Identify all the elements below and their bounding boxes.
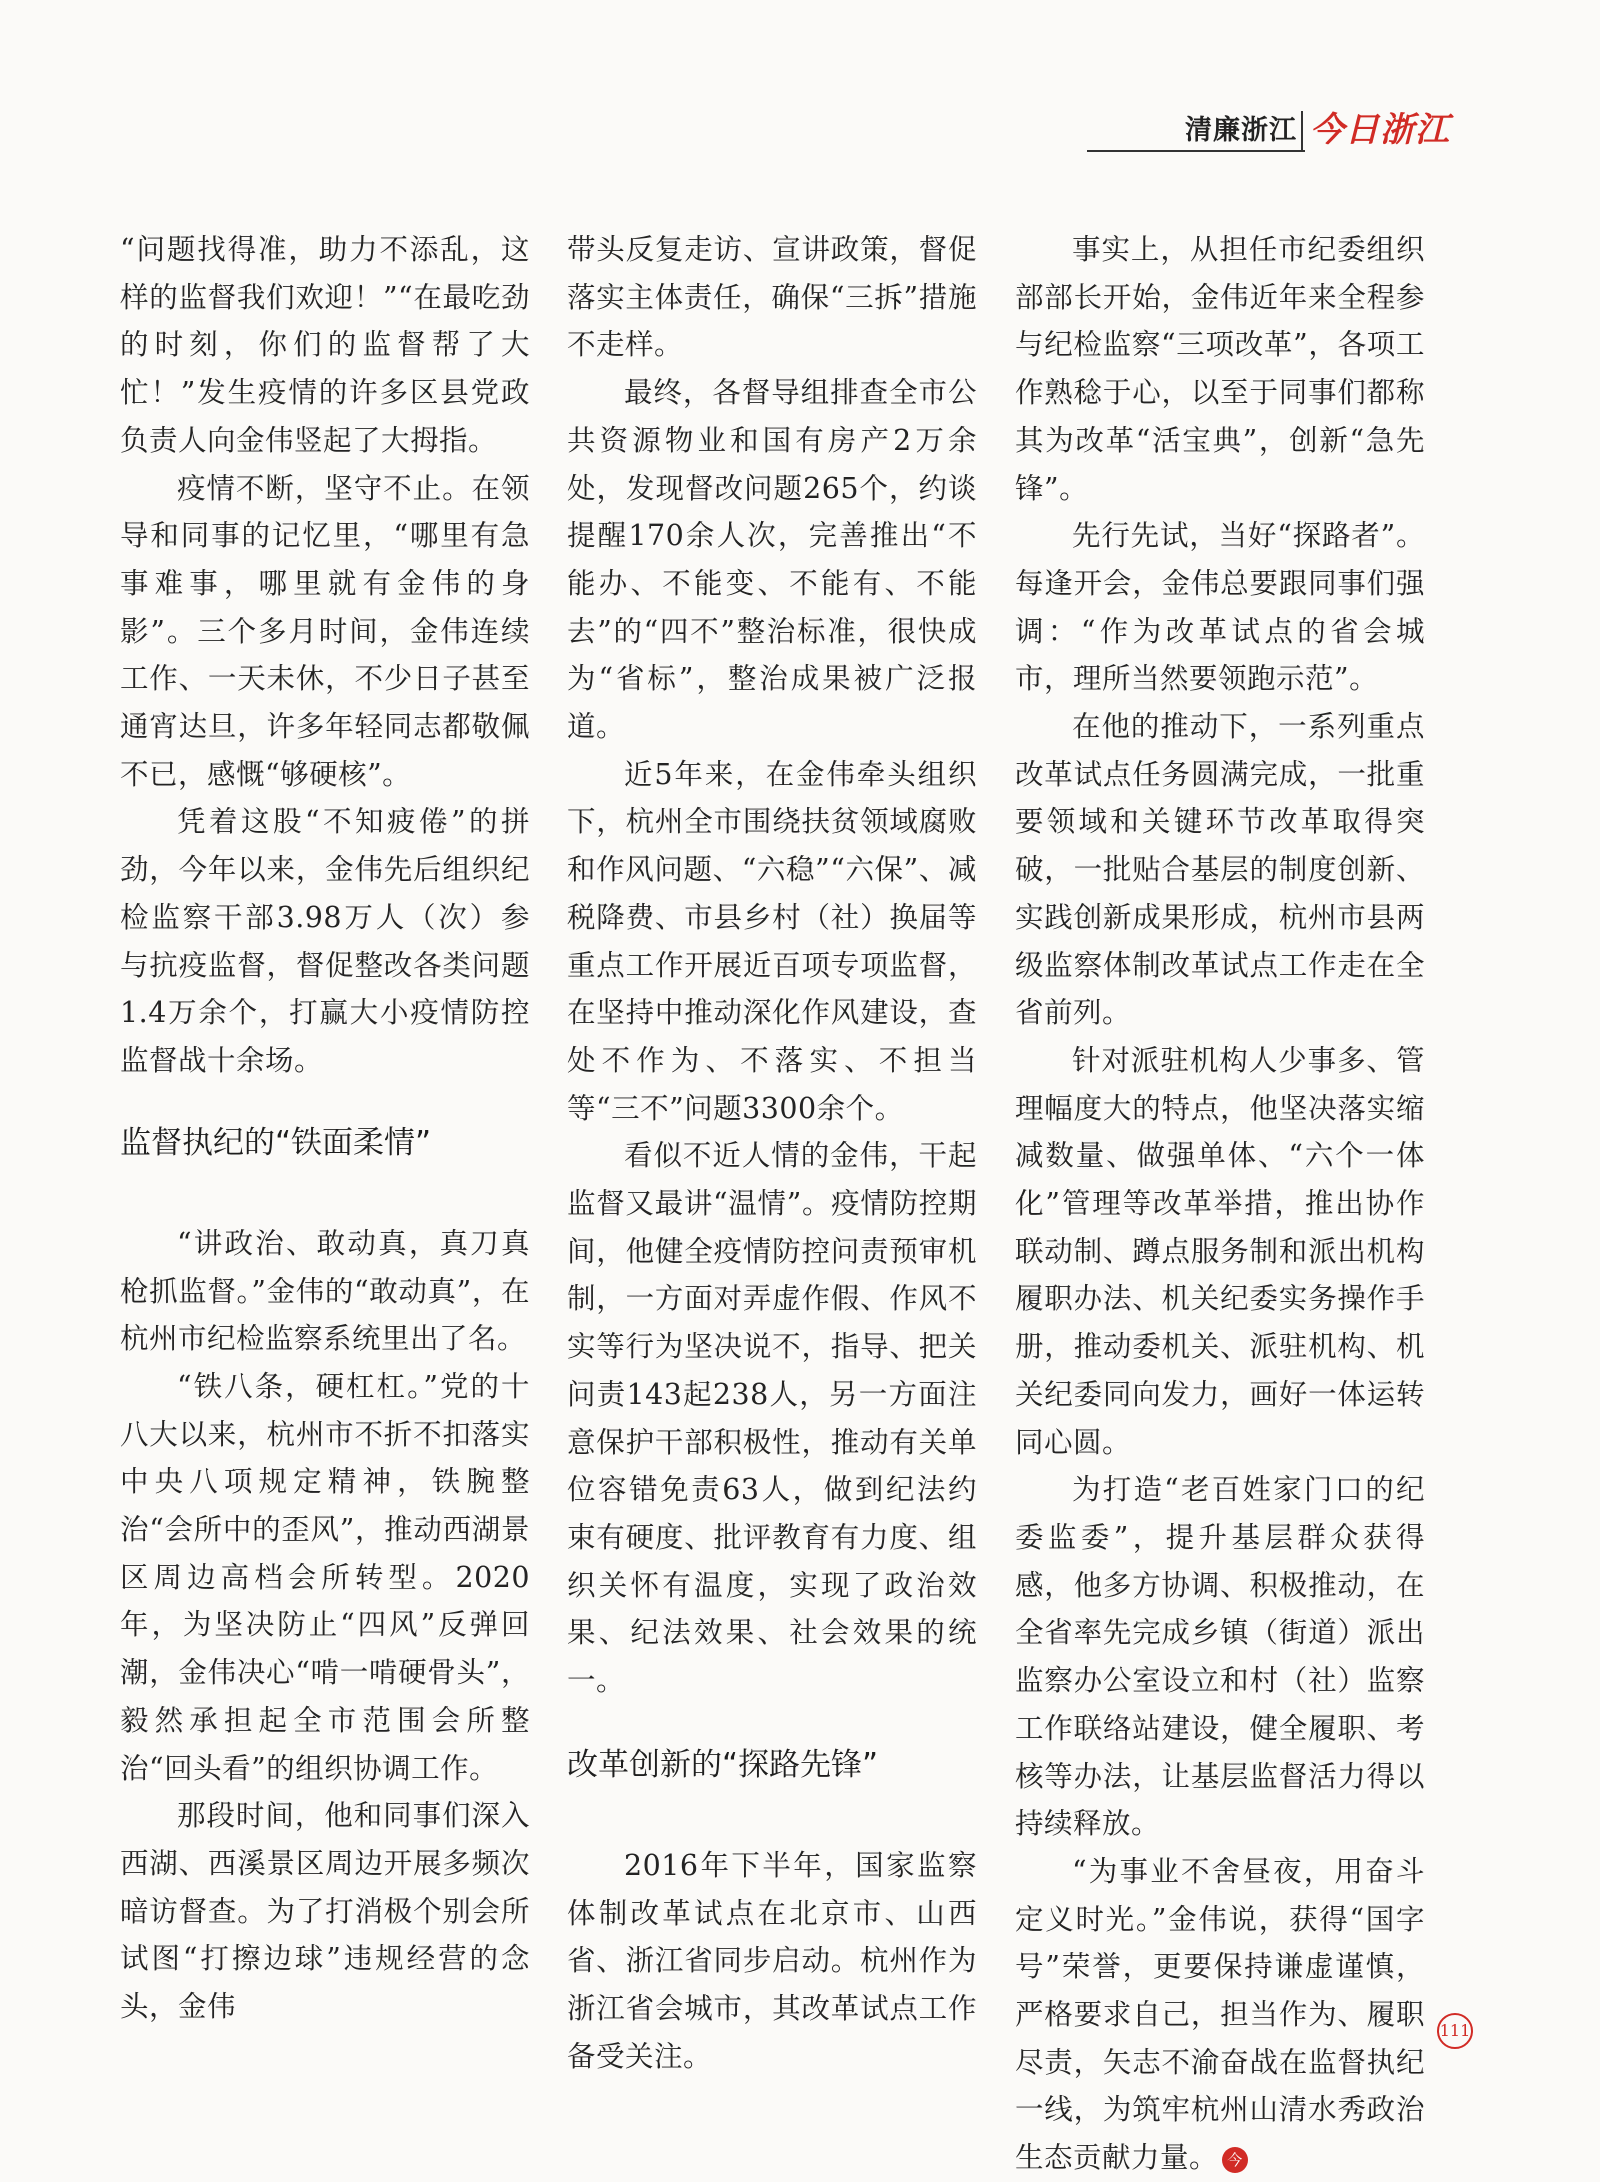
header-separator [1301, 111, 1303, 151]
paragraph: 最终，各督导组排查全市公共资源物业和国有房产2万余处，发现督改问题265个，约谈提醒170余人次，完善推出“不能办、不能变、不能有、不能去”的“四不”整治标准，很快成为“省标”，整治成果被广泛报道。 [567, 376, 977, 744]
paragraph: 看似不近人情的金伟，干起监督又最讲“温情”。疫情防控期间，他健全疫情防控问责预审机制，一方面对弄虚作假、作风不实等行为坚决说不，指导、把关问责143起238人，另一方面注意保护干部积极性，推动有关单位容错免责63人，做到纪法约束有硬度、批评教育有力度、组织关怀有温度，实现了政治效果、纪法效果、社会效果的统一。 [567, 1139, 977, 1698]
paragraph: 在他的推动下，一系列重点改革试点任务圆满完成，一批重要领域和关键环节改革取得突破，一批贴合基层的制度创新、实践创新成果形成，杭州市县两级监察体制改革试点工作走在全省前列。 [1015, 710, 1425, 1030]
final-paragraph [1015, 1848, 1425, 2182]
section-heading: 监督执纪的“铁面柔情” [120, 1124, 432, 1161]
paragraph: 事实上，从担任市纪委组织部部长开始，金伟近年来全程参与纪检监察“三项改革”，各项工作熟稔于心，以至于同事们都称其为改革“活宝典”，创新“急先锋”。 [1015, 233, 1425, 505]
paragraph: “讲政治、敢动真，真刀真枪抓监督。”金伟的“敢动真”，在杭州市纪检监察系统里出了名。 [120, 1226, 530, 1356]
paragraph: 针对派驻机构人少事多、管理幅度大的特点，他坚决落实缩减数量、做强单体、“六个一体化”管理等改革举措，推出协作联动制、蹲点服务制和派出机构履职办法、机关纪委实务操作手册，推动委机关、派驻机构、机关纪委同向发力，画好一体运转同心圆。 [1015, 1043, 1425, 1459]
article-column-1 [120, 226, 530, 2031]
paragraph: 带头反复走访、宣讲政策，督促落实主体责任，确保“三拆”措施不走样。 [567, 233, 977, 362]
paragraph: 为打造“老百姓家门口的纪委监委”，提升基层群众获得感，他多方协调、积极推动，在全省率先完成乡镇（街道）派出监察办公室设立和村（社）监察工作联络站建设，健全履职、考核等办法，让基层监督活力得以持续释放。 [1015, 1473, 1425, 1841]
header-rule [1087, 150, 1305, 152]
paragraph: “铁八条，硬杠杠。”党的十八大以来，杭州市不折不扣落实中央八项规定精神，铁腕整治“会所中的歪风”，推动西湖景区周边高档会所转型。2020年，为坚决防止“四风”反弹回潮，金伟决心“啃一啃硬骨头”，毅然承担起全市范围会所整治“回头看”的组织协调工作。 [120, 1369, 530, 1785]
paragraph: “问题找得准，助力不添乱，这样的监督我们欢迎！”“在最吃劲的时刻，你们的监督帮了大忙！”发生疫情的许多区县党政负责人向金伟竖起了大拇指。 [120, 233, 530, 457]
header-brand-logo: 今日浙江 [1310, 110, 1450, 150]
paragraph: 先行先试，当好“探路者”。每逢开会，金伟总要跟同事们强调：“作为改革试点的省会城市，理所当然要领跑示范”。 [1015, 519, 1425, 696]
paragraph: 疫情不断，坚守不止。在领导和同事的记忆里，“哪里有急事难事，哪里就有金伟的身影”。三个多月时间，金伟连续工作、一天未休，不少日子甚至通宵达旦，许多年轻同志都敬佩不已，感慨“够硬核”。 [120, 471, 530, 791]
page-number: 111 [1437, 2013, 1473, 2049]
section-heading: 改革创新的“探路先锋” [567, 1746, 879, 1783]
paragraph: 凭着这股“不知疲倦”的拼劲，今年以来，金伟先后组织纪检监察干部3.98万人（次）参与抗疫监督，督促整改各类问题1.4万余个，打赢大小疫情防控监督战十余场。 [120, 805, 530, 1077]
header-section-title: 清廉浙江 [1185, 115, 1297, 146]
end-mark-icon: 今 [1222, 2147, 1248, 2173]
paragraph-text: “为事业不舍昼夜，用奋斗定义时光。”金伟说，获得“国字号”荣誉，更要保持谦虚谨慎，严格要求自己，担当作为、履职尽责，矢志不渝奋战在监督执纪一线，为筑牢杭州山清水秀政治生态贡献力量。 [1015, 1854, 1425, 2175]
article-column-2 [567, 226, 977, 2081]
article-column-3 [1015, 226, 1425, 2182]
paragraph: 那段时间，他和同事们深入西湖、西溪景区周边开展多频次暗访督查。为了打消极个别会所试图“打擦边球”违规经营的念头，金伟 [120, 1799, 530, 2024]
paragraph: 2016年下半年，国家监察体制改革试点在北京市、山西省、浙江省同步启动。杭州作为浙江省会城市，其改革试点工作备受关注。 [567, 1848, 977, 2073]
paragraph: 近5年来，在金伟牵头组织下，杭州全市围绕扶贫领域腐败和作风问题、“六稳”“六保”、减税降费、市县乡村（社）换届等重点工作开展近百项专项监督，在坚持中推动深化作风建设，查处不作为、不落实、不担当等“三不”问题3300余个。 [567, 757, 977, 1125]
